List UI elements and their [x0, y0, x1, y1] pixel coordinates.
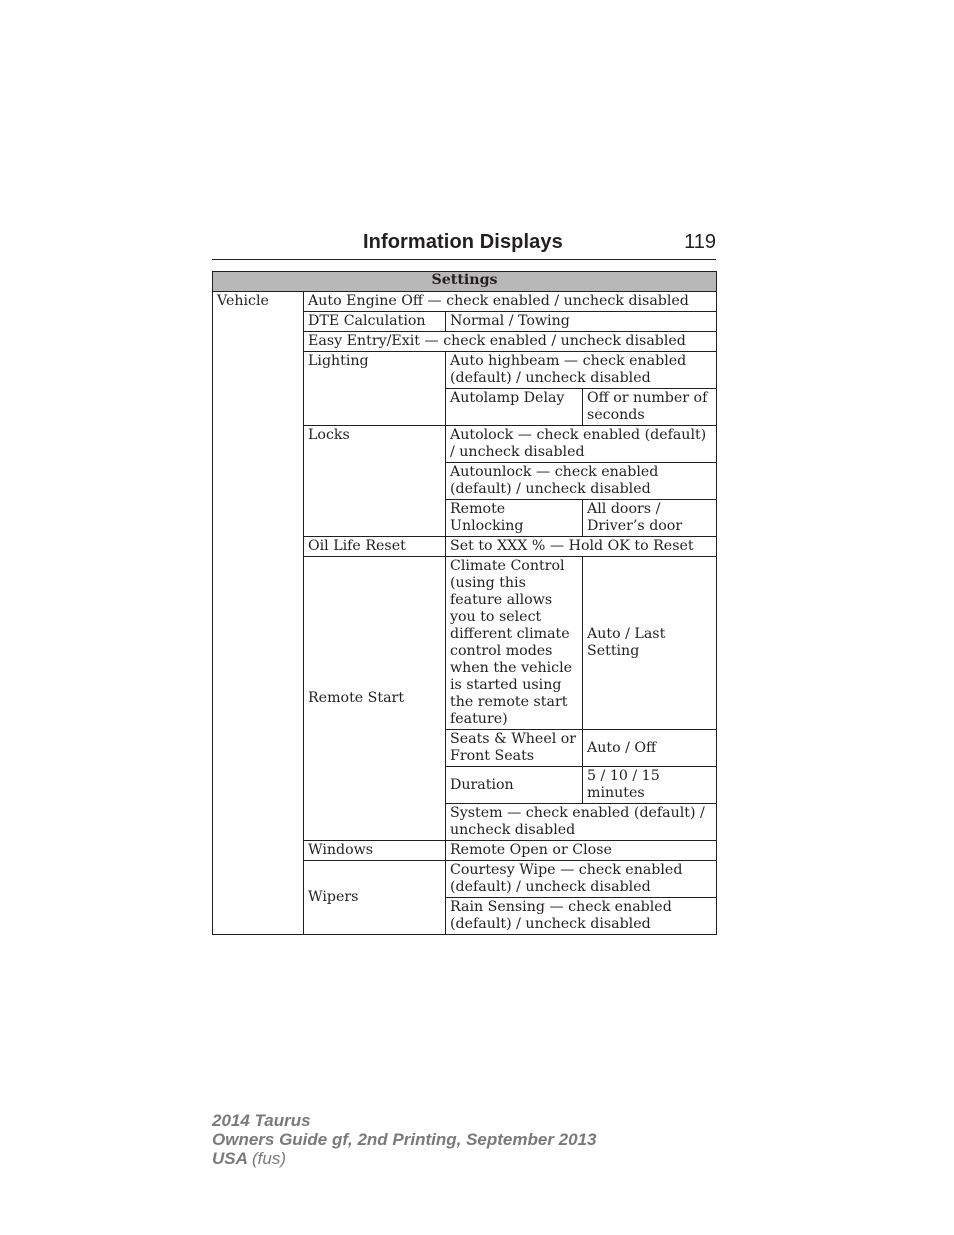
autolock-cell: Autolock — check enabled (default) / uncheck disabled — [446, 426, 717, 463]
climate-control-label-cell: Climate Control (using this feature allows you to select different climate control modes when the vehicle is started using the remote start feature) — [446, 557, 583, 730]
climate-control-value-cell: Auto / Last Setting — [583, 557, 717, 730]
settings-table — [212, 271, 717, 935]
table-row — [213, 292, 717, 312]
remote-unlocking-label-cell: Remote Unlocking — [446, 500, 583, 537]
table-heading: Settings — [213, 272, 717, 292]
footer-guide: Owners Guide gf, 2nd Printing, September 2013 — [212, 1130, 597, 1149]
footer-code: (fus) — [252, 1149, 286, 1168]
footer-market — [212, 1149, 596, 1168]
remote-start-system-cell: System — check enabled (default) / uncheck disabled — [446, 804, 717, 841]
auto-highbeam-cell: Auto highbeam — check enabled (default) / uncheck disabled — [446, 352, 717, 389]
windows-value-cell: Remote Open or Close — [446, 841, 717, 861]
seats-label-cell: Seats & Wheel or Front Seats — [446, 730, 583, 767]
wipers-label-cell: Wipers — [304, 861, 446, 935]
autounlock-cell: Autounlock — check enabled (default) / uncheck disabled — [446, 463, 717, 500]
footer-model: 2014 Taurus — [212, 1111, 311, 1130]
footer-country: USA — [212, 1149, 248, 1168]
easy-entry-cell: Easy Entry/Exit — check enabled / uncheck disabled — [304, 332, 717, 352]
lighting-label-cell: Lighting — [304, 352, 446, 426]
locks-label-cell: Locks — [304, 426, 446, 537]
category-cell: Vehicle — [213, 292, 304, 935]
page-footer — [212, 1111, 596, 1168]
seats-value-cell: Auto / Off — [583, 730, 717, 767]
courtesy-wipe-cell: Courtesy Wipe — check enabled (default) / uncheck disabled — [446, 861, 717, 898]
duration-value-cell: 5 / 10 / 15 minutes — [583, 767, 717, 804]
windows-label-cell: Windows — [304, 841, 446, 861]
remote-start-label-cell: Remote Start — [304, 557, 446, 841]
duration-label-cell: Duration — [446, 767, 583, 804]
page-number: 119 — [684, 231, 716, 253]
page-title: Information Displays — [363, 231, 563, 253]
oil-life-label-cell: Oil Life Reset — [304, 537, 446, 557]
dte-label-cell: DTE Calculation — [304, 312, 446, 332]
rain-sensing-cell: Rain Sensing — check enabled (default) / uncheck disabled — [446, 898, 717, 935]
auto-engine-off-cell: Auto Engine Off — check enabled / uncheck disabled — [304, 292, 717, 312]
autolamp-value-cell: Off or number of seconds — [583, 389, 717, 426]
remote-unlocking-value-cell: All doors / Driver’s door — [583, 500, 717, 537]
oil-life-value-cell: Set to XXX % — Hold OK to Reset — [446, 537, 717, 557]
page-header — [212, 228, 716, 260]
autolamp-label-cell: Autolamp Delay — [446, 389, 583, 426]
dte-value-cell: Normal / Towing — [446, 312, 717, 332]
table-header-row — [213, 272, 717, 292]
